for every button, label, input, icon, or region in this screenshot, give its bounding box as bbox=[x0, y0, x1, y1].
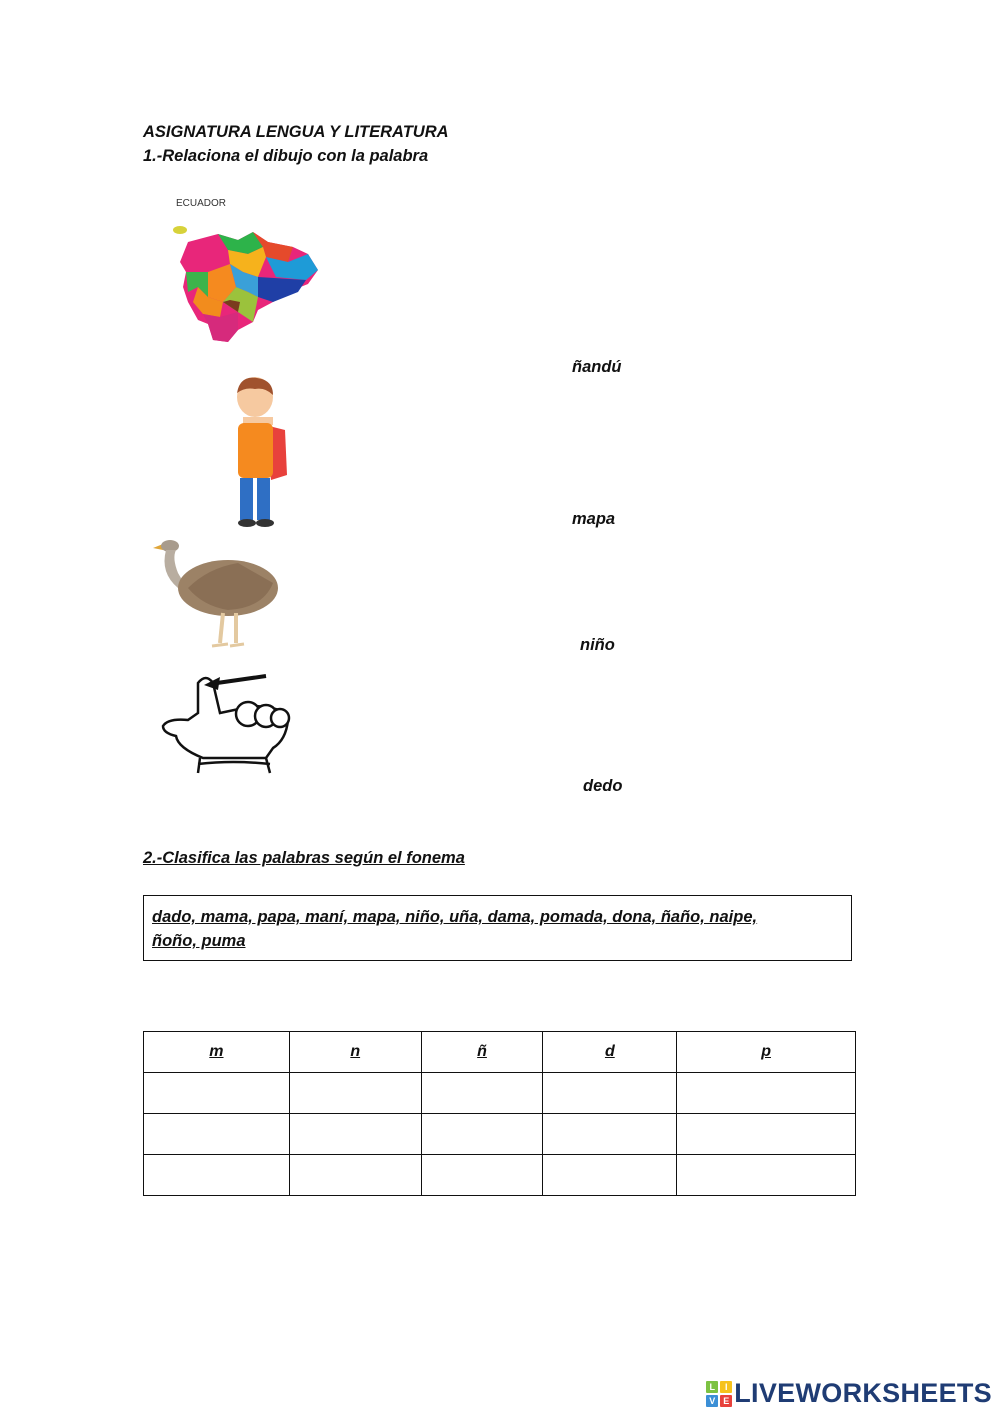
table-row bbox=[144, 1073, 856, 1114]
answer-cell[interactable] bbox=[289, 1073, 421, 1114]
header-d: d bbox=[543, 1032, 677, 1073]
question-1-title: 1.-Relaciona el dibujo con la palabra bbox=[143, 147, 429, 165]
answer-cell[interactable] bbox=[543, 1114, 677, 1155]
answer-cell[interactable] bbox=[144, 1114, 290, 1155]
word-bank-box bbox=[143, 895, 852, 961]
answer-cell[interactable] bbox=[421, 1155, 543, 1196]
logo-text: LIVEWORKSHEETS bbox=[734, 1378, 992, 1408]
rhea-bird-image bbox=[148, 528, 283, 653]
boy-with-backpack-image bbox=[205, 375, 315, 530]
table-row bbox=[144, 1114, 856, 1155]
word-nino[interactable]: niño bbox=[580, 636, 615, 654]
header-m: m bbox=[144, 1032, 290, 1073]
answer-cell[interactable] bbox=[677, 1155, 856, 1196]
answer-cell[interactable] bbox=[677, 1114, 856, 1155]
hand-finger-icon bbox=[158, 668, 298, 778]
answer-cell[interactable] bbox=[144, 1155, 290, 1196]
bird-icon bbox=[148, 528, 283, 653]
table-row bbox=[144, 1155, 856, 1196]
map-shape-icon bbox=[158, 192, 323, 352]
subject-title: ASIGNATURA LENGUA Y LITERATURA bbox=[143, 123, 449, 141]
ecuador-map-image bbox=[158, 192, 323, 352]
logo-squares-icon: L I V E bbox=[706, 1381, 732, 1407]
answer-cell[interactable] bbox=[543, 1073, 677, 1114]
word-mapa[interactable]: mapa bbox=[572, 510, 616, 528]
worksheet-header bbox=[143, 120, 449, 168]
answer-cell[interactable] bbox=[289, 1155, 421, 1196]
answer-cell[interactable] bbox=[543, 1155, 677, 1196]
liveworksheets-logo bbox=[706, 1378, 992, 1409]
map-caption: ECUADOR bbox=[176, 198, 227, 209]
header-enye: ñ bbox=[421, 1032, 543, 1073]
answer-cell[interactable] bbox=[421, 1114, 543, 1155]
boy-icon bbox=[205, 375, 315, 530]
answer-cell[interactable] bbox=[144, 1073, 290, 1114]
answer-cell[interactable] bbox=[289, 1114, 421, 1155]
word-bank-line-2: ñoño, puma bbox=[152, 932, 246, 950]
word-nandu[interactable]: ñandú bbox=[572, 358, 622, 376]
answer-cell[interactable] bbox=[421, 1073, 543, 1114]
hand-finger-pointing-image bbox=[158, 668, 298, 778]
answer-cell[interactable] bbox=[677, 1073, 856, 1114]
word-bank-line-1: dado, mama, papa, maní, mapa, niño, uña, dama, pomada, dona, ñaño, naipe, bbox=[152, 908, 758, 926]
word-dedo[interactable]: dedo bbox=[583, 777, 623, 795]
header-p: p bbox=[677, 1032, 856, 1073]
phoneme-classification-table bbox=[143, 1031, 856, 1196]
header-n: n bbox=[289, 1032, 421, 1073]
table-header-row bbox=[144, 1032, 856, 1073]
question-2-title: 2.-Clasifica las palabras según el fonema bbox=[143, 849, 465, 867]
